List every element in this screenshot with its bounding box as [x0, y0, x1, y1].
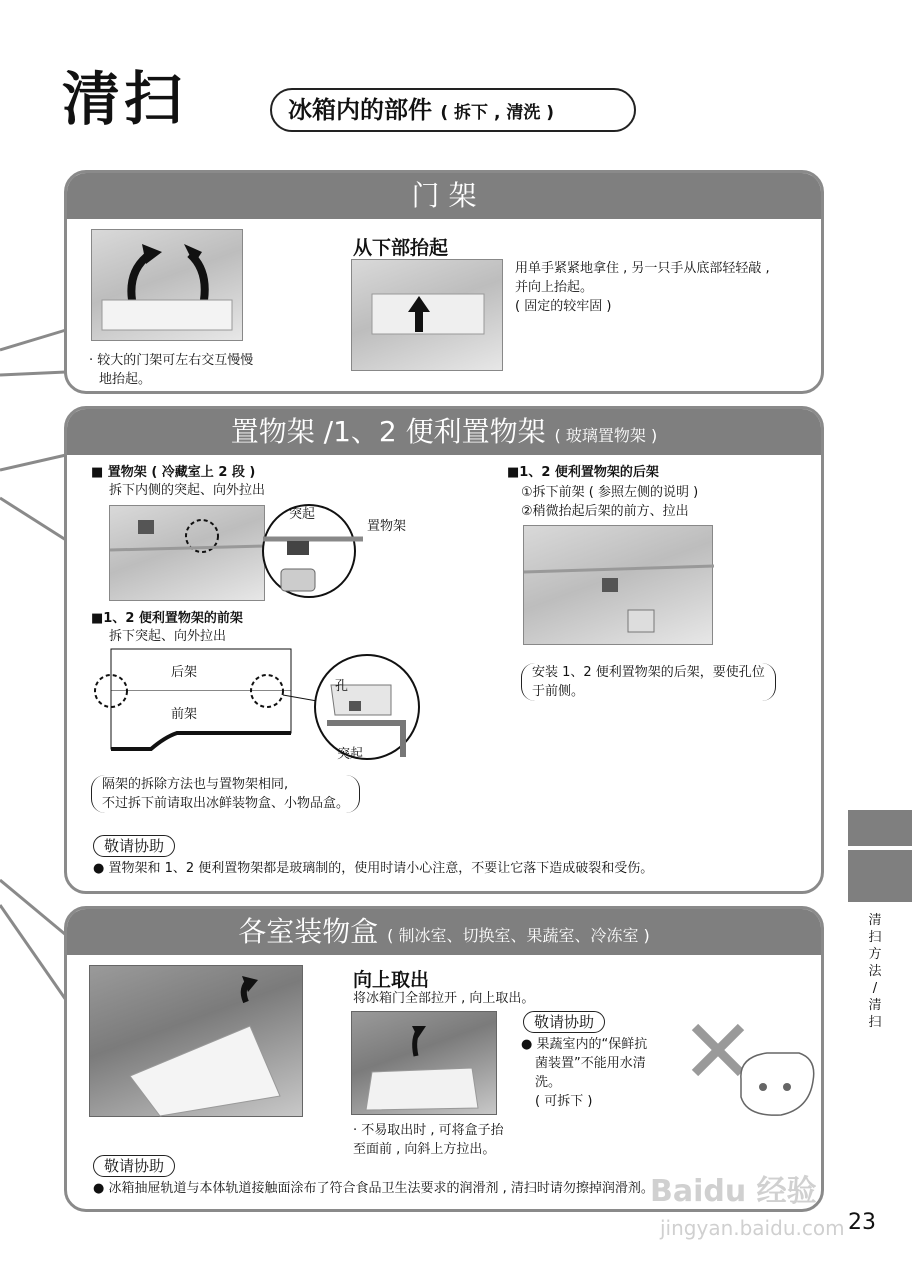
- page-subtitle-note: ( 拆下 , 清洗 ): [440, 103, 555, 123]
- rear-rack-step1: ①拆下前架 ( 参照左侧的说明 ): [521, 485, 699, 500]
- shelf-photo: [109, 505, 265, 601]
- label-bump: 突起: [289, 507, 316, 522]
- boxes-help-right-line2: 菌装置”不能用水清: [535, 1056, 646, 1071]
- shelf-header: [67, 409, 821, 455]
- side-tab-lower: [848, 850, 912, 902]
- label-shelf: 置物架: [367, 519, 407, 534]
- shelf-header-sub: ( 玻璃置物架 ): [554, 426, 658, 445]
- door-rack-section: [64, 170, 824, 394]
- side-tab-upper: [848, 810, 912, 846]
- shelf-section: [64, 406, 824, 894]
- rear-rack-photo-drawing: [524, 526, 714, 646]
- divider-note: [91, 775, 360, 813]
- boxes-heading: 向上取出: [353, 969, 430, 991]
- boxes-photo-left-drawing: [90, 966, 304, 1118]
- rear-rack-note-line1: 安装 1、2 便利置物架的后架，要使孔位: [532, 665, 765, 680]
- door-rack-desc-line1: 用单手紧紧地拿住 , 另一只手从底部轻轻敲 ,: [515, 261, 770, 276]
- page-title: 清扫: [62, 65, 187, 133]
- boxes-help-right-line4: ( 可拆下 ): [535, 1094, 593, 1109]
- boxes-help-label-right: 敬请协助: [523, 1011, 605, 1033]
- page-subtitle-text: 冰箱内的部件: [288, 96, 432, 124]
- label-bump-2: 突起: [337, 747, 364, 762]
- boxes-header-sub: ( 制冰室、切换室、果蔬室、冷冻室 ): [387, 926, 650, 945]
- boxes-help-right-line3: 洗。: [535, 1075, 562, 1090]
- rear-rack-photo: [523, 525, 713, 645]
- page-number: 23: [848, 1210, 876, 1235]
- divider-note-line1: 隔架的拆除方法也与置物架相同,: [102, 777, 289, 792]
- front-rack-title: ■1、2 便利置物架的前架: [91, 611, 243, 626]
- boxes-header: [67, 909, 821, 955]
- door-rack-heading: 从下部抬起: [353, 237, 449, 259]
- label-back-rack: 后架: [171, 665, 198, 680]
- rear-rack-step2: ②稍微抬起后架的前方、拉出: [521, 504, 689, 519]
- boxes-desc: 将冰箱门全部拉开 , 向上取出。: [353, 991, 535, 1006]
- boxes-photo-right-drawing: [352, 1012, 498, 1116]
- rear-rack-note: [521, 663, 776, 701]
- boxes-help-label: 敬请协助: [93, 1155, 175, 1177]
- page-subtitle: [270, 88, 636, 132]
- divider-note-line2: 不过拆下前请取出冰鲜装物盒、小物品盒。: [102, 796, 350, 811]
- boxes-help-text: ● 冰箱抽屉轨道与本体轨道接触面涂布了符合食品卫生法要求的润滑剂 , 清扫时请勿擦掉润滑剂。: [93, 1181, 654, 1196]
- shelf-photo-drawing: [110, 506, 266, 602]
- door-rack-desc-line3: ( 固定的较牢固 ): [515, 299, 612, 314]
- shelf-desc: 拆下内侧的突起、向外拉出: [109, 483, 266, 498]
- door-rack-note: [89, 351, 253, 389]
- rear-rack-note-line2: 于前侧。: [532, 684, 585, 699]
- boxes-photo-right: [351, 1011, 497, 1115]
- rear-rack-title: ■1、2 便利置物架的后架: [507, 465, 659, 480]
- door-rack-desc: [515, 259, 770, 316]
- boxes-help-right: [521, 1035, 647, 1111]
- boxes-header-title: 各室装物盒: [238, 915, 379, 948]
- no-wash-cross-icon: [683, 1019, 824, 1129]
- up-arrow-icon: [352, 260, 504, 372]
- shelf-help-text: ● 置物架和 1、2 便利置物架都是玻璃制的，使用时请小心注意，不要让它落下造成破裂和受伤。: [93, 861, 654, 876]
- boxes-photo-left: [89, 965, 303, 1117]
- door-rack-photo-left: [91, 229, 243, 341]
- shelf-title: ■ 置物架 ( 冷藏室上 2 段 ): [91, 465, 256, 480]
- label-front-rack: 前架: [171, 707, 198, 722]
- shelf-help-label: 敬请协助: [93, 835, 175, 857]
- door-rack-note-line1: · 较大的门架可左右交互慢慢: [89, 353, 254, 368]
- door-rack-photo-right: [351, 259, 503, 371]
- watermark-logo: Baidu 经验: [650, 1174, 817, 1209]
- door-rack-header: 门 架: [67, 173, 821, 219]
- boxes-note: [353, 1121, 504, 1159]
- boxes-note-line2: 至面前 , 向斜上方拉出。: [353, 1142, 496, 1157]
- side-label: 清扫方法 / 清扫: [868, 913, 882, 1030]
- front-rack-diagram: [91, 645, 441, 765]
- door-rack-note-line2: 地抬起。: [99, 372, 152, 387]
- shelf-header-title: 置物架 /1、2 便利置物架: [230, 415, 546, 448]
- boxes-note-line1: · 不易取出时 , 可将盒子抬: [353, 1123, 504, 1138]
- boxes-help-right-line1: ● 果蔬室内的“保鲜抗: [521, 1037, 648, 1052]
- front-rack-desc: 拆下突起、向外拉出: [109, 629, 227, 644]
- watermark-url: jingyan.baidu.com: [660, 1216, 845, 1240]
- label-hole: 孔: [335, 679, 349, 694]
- door-rack-desc-line2: 并向上抬起。: [515, 280, 594, 295]
- up-arrows-icon: [92, 230, 244, 342]
